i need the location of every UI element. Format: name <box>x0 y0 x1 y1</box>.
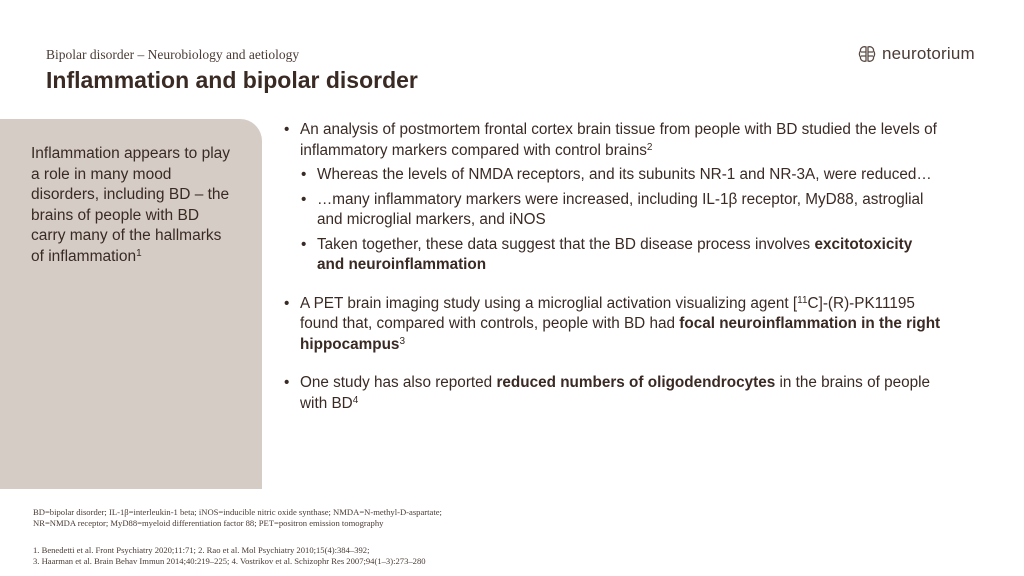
bullet-text: A PET brain imaging study using a microglial activation visualizing agent [ <box>300 294 798 312</box>
bullet-list <box>282 120 942 418</box>
sub-bullet-markers: • …many inflammatory markers were increased, including IL-1β receptor, MyD88, astroglial and microglial markers, and iNOS <box>282 190 942 231</box>
logo-text: neurotorium <box>882 44 975 63</box>
sidebar-citation: 1 <box>136 247 142 259</box>
bullet-text: One study has also reported <box>300 374 497 391</box>
slide-title: Inflammation and bipolar disorder <box>46 67 418 93</box>
bullet-text: in the brains of people with BD <box>300 374 931 412</box>
sub-bullet-conclusion <box>282 235 942 276</box>
citation: 4 <box>352 394 359 406</box>
sidebar-statement <box>31 144 231 267</box>
abbreviations-line: NR=NMDA receptor; MyD88=myeloid differentiation factor 88; PET=positron emission tomography <box>33 518 384 528</box>
bold-text: excitotoxicity and neuroinflammation <box>317 235 913 273</box>
sidebar-statement-text: Inflammation appears to play a role in many mood disorders, including BD – the brains of people with BD carry many of the hallmarks of inflammation <box>31 145 231 265</box>
slide-subtitle: Bipolar disorder – Neurobiology and aetiology <box>46 47 300 62</box>
reference-line: 3. Haarman et al. Brain Behav Immun 2014;40:219–225; 4. Vostrikov et al. Schizophr Res 2007;94(1–3):273–280 <box>33 556 426 566</box>
abbreviations-line: BD=bipolar disorder; IL-1β=interleukin-1 beta; iNOS=inducible nitric oxide synthase; NMDA=N-methyl-D-aspartate; <box>33 507 442 517</box>
abbreviations <box>33 507 442 529</box>
citation: 2 <box>646 141 653 153</box>
bold-text: focal neuroinflammation in the right hippocampus <box>300 315 941 353</box>
bullet-text: C]-(R)-PK11195 found that, compared with controls, people with BD had <box>300 294 915 332</box>
bullet-pet-study <box>282 294 942 356</box>
bullet-postmortem-analysis <box>282 120 942 161</box>
citation: 3 <box>399 335 405 347</box>
bold-text: reduced numbers of oligodendrocytes <box>496 374 776 391</box>
reference-line: 1. Benedetti et al. Front Psychiatry 2020;11:71; 2. Rao et al. Mol Psychiatry 2010;15(4):384–392; <box>33 545 370 555</box>
references <box>33 545 426 567</box>
bullet-text: An analysis of postmortem frontal cortex brain tissue from people with BD studied the levels of inflammatory markers compared with control brains <box>300 121 937 159</box>
neurotorium-logo <box>857 44 975 64</box>
brain-icon <box>857 44 877 64</box>
bullet-text: Taken together, these data suggest that the BD disease process involves <box>317 235 815 253</box>
bullet-oligodendrocytes <box>282 373 942 414</box>
sub-bullet-nmda: • Whereas the levels of NMDA receptors, and its subunits NR-1 and NR-3A, were reduced… <box>282 165 942 186</box>
isotope-superscript: 11 <box>797 294 808 306</box>
